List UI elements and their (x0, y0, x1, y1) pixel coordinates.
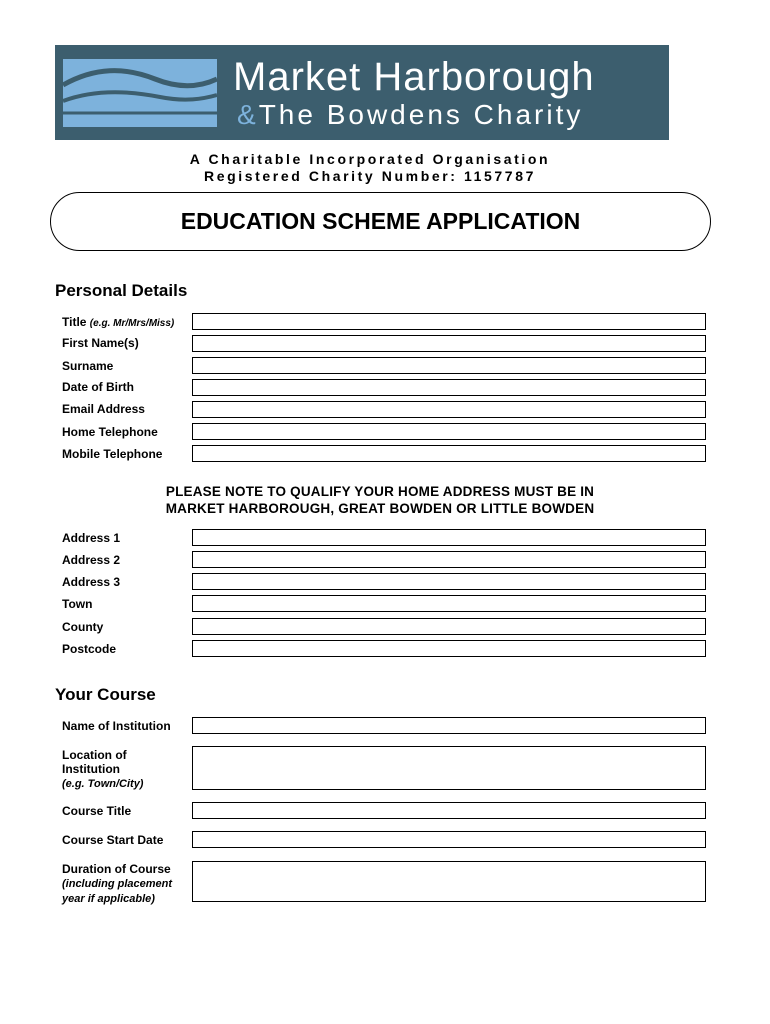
course-start-date-input[interactable] (192, 831, 706, 848)
email-input[interactable] (192, 401, 706, 418)
form-title: EDUCATION SCHEME APPLICATION (180, 208, 581, 234)
postcode-input[interactable] (192, 640, 706, 657)
first-names-input[interactable] (192, 335, 706, 352)
duration-hint: (including placement year if applicable) (62, 878, 173, 905)
title-hint: (e.g. Mr/Mrs/Miss) (89, 318, 175, 329)
mobile-telephone-input[interactable] (192, 445, 706, 462)
town-label: Town (62, 597, 93, 611)
course-title-input[interactable] (192, 802, 706, 819)
surname-label: Surname (62, 359, 114, 373)
location-label (62, 748, 172, 791)
personal-details-heading: Personal Details (55, 281, 188, 300)
home-telephone-label: Home Telephone (62, 425, 158, 439)
org-type: A Charitable Incorporated Organisation (189, 151, 551, 167)
home-telephone-input[interactable] (192, 423, 706, 440)
charity-number: Registered Charity Number: 1157787 (204, 168, 536, 184)
first-names-label: First Name(s) (62, 336, 139, 350)
logo-title: Market Harborough (233, 55, 595, 99)
town-input[interactable] (192, 595, 706, 612)
address3-label: Address 3 (62, 575, 121, 589)
mobile-telephone-label: Mobile Telephone (62, 447, 163, 461)
address-note-line2: MARKET HARBOROUGH, GREAT BOWDEN OR LITTLE BOWDEN (165, 501, 595, 516)
duration-label-text: Duration of Course (62, 862, 171, 876)
duration-input[interactable] (192, 861, 706, 902)
title-label-text: Title (62, 315, 87, 329)
duration-label (62, 862, 187, 906)
charity-logo (55, 45, 669, 140)
location-input[interactable] (192, 746, 706, 790)
institution-label: Name of Institution (62, 719, 171, 733)
address2-input[interactable] (192, 551, 706, 568)
logo-subtitle (237, 98, 583, 132)
address1-input[interactable] (192, 529, 706, 546)
logo-subtitle-text: The Bowdens Charity (258, 99, 584, 130)
surname-input[interactable] (192, 357, 706, 374)
dob-input[interactable] (192, 379, 706, 396)
address1-label: Address 1 (62, 531, 121, 545)
county-input[interactable] (192, 618, 706, 635)
county-label: County (62, 620, 104, 634)
email-label: Email Address (62, 402, 145, 416)
address-note-line1: PLEASE NOTE TO QUALIFY YOUR HOME ADDRESS MUST BE IN (165, 484, 595, 499)
logo-ampersand: & (237, 99, 259, 130)
address2-label: Address 2 (62, 553, 121, 567)
course-start-date-label: Course Start Date (62, 833, 164, 847)
location-hint: (e.g. Town/City) (62, 778, 144, 790)
address3-input[interactable] (192, 573, 706, 590)
institution-input[interactable] (192, 717, 706, 734)
location-label-text: Location of Institution (62, 748, 127, 776)
title-input[interactable] (192, 313, 706, 330)
your-course-heading: Your Course (55, 685, 156, 704)
title-label (62, 315, 174, 331)
course-title-label: Course Title (62, 804, 132, 818)
dob-label: Date of Birth (62, 380, 134, 394)
postcode-label: Postcode (62, 642, 117, 656)
